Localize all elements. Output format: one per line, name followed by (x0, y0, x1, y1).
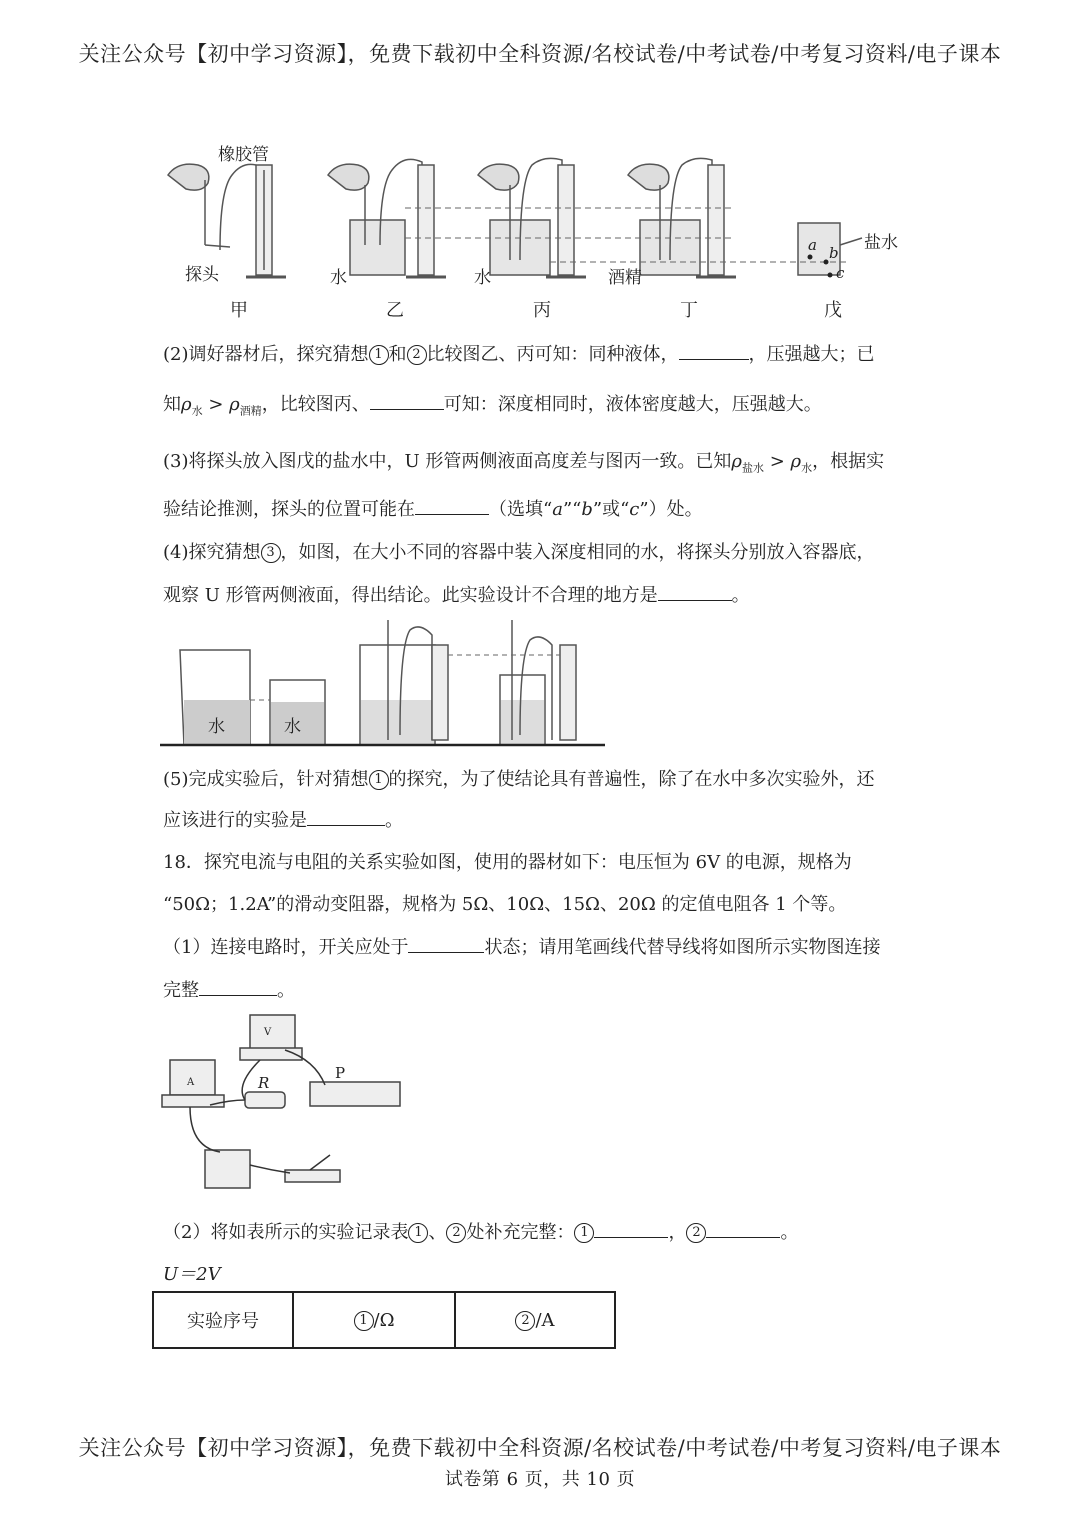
q3-line2: 验结论推测，探头的位置可能在 （选填“a”“b”或“c”）处。 (163, 499, 703, 520)
circuit-label-R: R (258, 1074, 270, 1092)
circuit-label-P: P (335, 1064, 346, 1082)
q18-line2: “50Ω；1.2A”的滑动变阻器，规格为 5Ω、10Ω、15Ω、20Ω 的定值电阻各 1 个等。 (163, 894, 847, 915)
circled-2: 2 (407, 345, 427, 365)
answer-blank-q2-2[interactable] (370, 393, 444, 410)
circuit-label-V: V (264, 1027, 272, 1038)
answer-blank-q4[interactable] (658, 584, 732, 601)
label-rubber-tube: 橡胶管 (218, 145, 269, 165)
circled-2: 2 (446, 1223, 466, 1243)
answer-blank-q18-2[interactable] (199, 979, 277, 996)
circled-1: 1 (369, 345, 389, 365)
label-point-c: c (836, 264, 845, 282)
q2-line1: (2)调好器材后，探究猜想 1 和 2 比较图乙、丙可知：同种液体， ，压强越大；已 (163, 344, 875, 365)
answer-blank-q3[interactable] (415, 498, 489, 515)
label-water-beaker1: 水 (208, 717, 225, 737)
circled-3: 3 (261, 543, 281, 563)
answer-blank-q2-1[interactable] (679, 343, 749, 360)
label-probe: 探头 (185, 265, 219, 285)
circled-1: 1 (574, 1223, 594, 1243)
circled-1: 1 (408, 1223, 428, 1243)
label-point-b: b (829, 244, 839, 262)
table-header-trial: 实验序号 (153, 1292, 293, 1348)
label-water-bing: 水 (474, 268, 491, 288)
label-water-beaker2: 水 (284, 717, 301, 737)
circled-1: 1 (369, 770, 389, 790)
header-banner: 关注公众号【初中学习资源】，免费下载初中全科资源/名校试卷/中考试卷/中考复习资料/电子课本 (78, 42, 1002, 66)
q4-line2: 观察 U 形管两侧液面，得出结论。此实验设计不合理的地方是 。 (163, 585, 750, 606)
q18-p1-line2: 完整 。 (163, 980, 295, 1001)
figure-circuit (160, 1010, 425, 1200)
page-number: 试卷第 6 页，共 10 页 (444, 1469, 636, 1490)
q3-line1: (3)将探头放入图戊的盐水中，U 形管两侧液面高度差与图丙一致。已知$\rho_{盐水} > \rho_水$，根据实 (163, 451, 885, 475)
q18-p2: （2）将如表所示的实验记录表 1 、 2 处补充完整： 1 ， 2 。 (163, 1222, 799, 1243)
answer-blank-q5[interactable] (307, 809, 385, 826)
answer-blank-q18-table-1[interactable] (594, 1221, 668, 1238)
caption-wu: 戊 (824, 300, 842, 321)
circled-2: 2 (686, 1223, 706, 1243)
caption-bing: 丙 (533, 300, 551, 321)
label-water-yi: 水 (330, 268, 347, 288)
footer-banner: 关注公众号【初中学习资源】，免费下载初中全科资源/名校试卷/中考试卷/中考复习资料/电子课本 (78, 1436, 1002, 1460)
caption-ding: 丁 (680, 300, 698, 321)
table-header-current: 2 /A (455, 1292, 615, 1348)
q5-line1: (5)完成实验后，针对猜想 1 的探究，为了使结论具有普遍性，除了在水中多次实验外，还 (163, 769, 875, 790)
caption-yi: 乙 (386, 300, 404, 321)
answer-blank-q18-1[interactable] (408, 936, 484, 953)
label-point-a: a (808, 236, 817, 254)
caption-jia: 甲 (230, 300, 248, 321)
record-table (152, 1291, 616, 1349)
table-header-resistance: 1 /Ω (293, 1292, 455, 1348)
figure-beakers (160, 615, 610, 750)
label-brine: 盐水 (864, 233, 898, 253)
q18-line1: 18．探究电流与电阻的关系实验如图，使用的器材如下：电压恒为 6V 的电源，规格为 (163, 852, 852, 873)
q2-line2: 知$\rho_水 > \rho_{酒精}$，比较图丙、 可知：深度相同时，液体密度越大，压强越大。 (163, 394, 822, 418)
q4-line1: (4)探究猜想 3 ，如图，在大小不同的容器中装入深度相同的水，将探头分别放入容器底， (163, 542, 875, 563)
q5-line2: 应该进行的实验是 。 (163, 810, 403, 831)
voltage-label: U＝2V (163, 1264, 221, 1285)
q18-p1-line1: （1）连接电路时，开关应处于 状态；请用笔画线代替导线将如图所示实物图连接 (163, 937, 881, 958)
circuit-label-A: A (187, 1077, 195, 1088)
label-alcohol: 酒精 (608, 268, 642, 288)
answer-blank-q18-table-2[interactable] (706, 1221, 780, 1238)
